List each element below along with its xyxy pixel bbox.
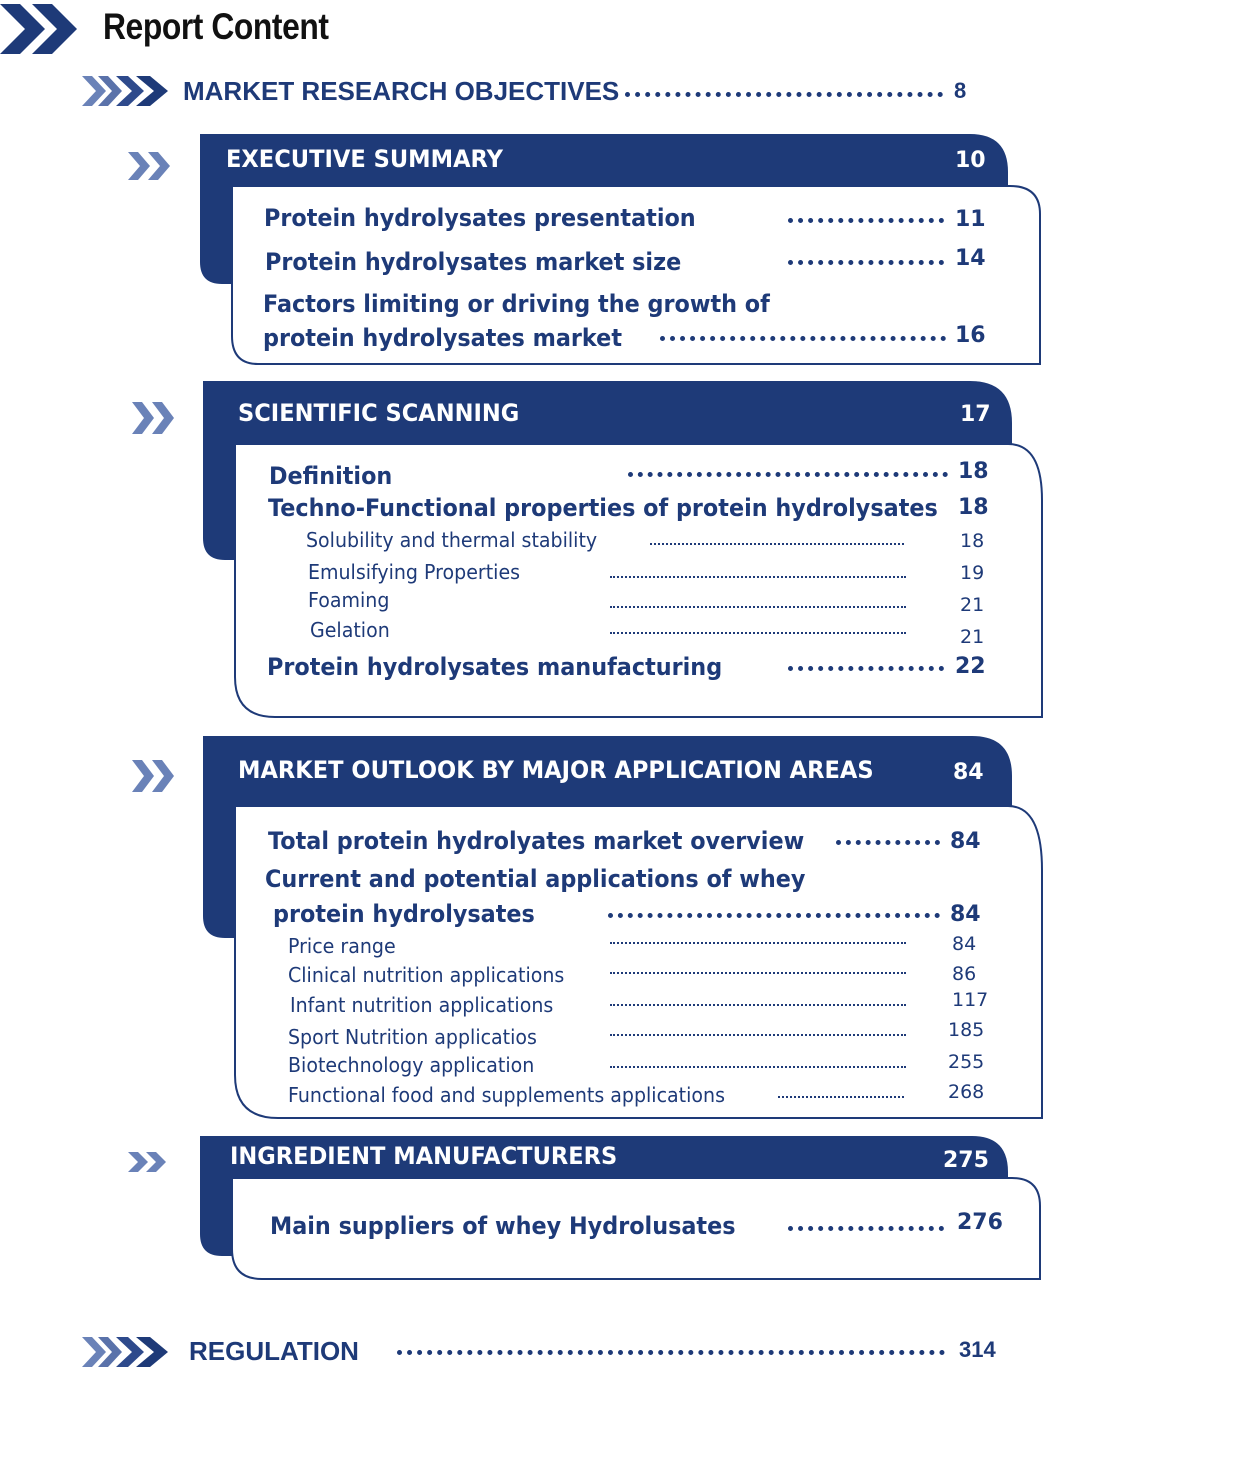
dot-leader [660,336,946,341]
dot-leader [610,1066,906,1068]
chevron-arrows-icon [82,1337,174,1367]
dot-leader [610,1034,906,1036]
toc-subentry[interactable]: Biotechnology application [288,1053,535,1077]
dot-leader [778,1096,904,1098]
toc-entry[interactable]: Protein hydrolysates manufacturing [267,653,723,681]
page-number: 19 [960,562,985,584]
dot-leader [788,218,944,223]
page-number: 14 [955,246,986,271]
page-number: 268 [948,1081,985,1103]
page-number: 18 [958,459,989,484]
page-number: 275 [943,1148,989,1173]
toc-entry[interactable]: Protein hydrolysates presentation [264,204,696,232]
toc-entry[interactable]: Main suppliers of whey Hydrolusates [270,1212,736,1240]
toc-entry-regulation[interactable]: REGULATION [189,1336,359,1366]
section-title-market-outlook[interactable]: MARKET OUTLOOK BY MAJOR APPLICATION AREAS [238,756,874,784]
toc-subentry[interactable]: Emulsifying Properties [308,560,521,584]
toc-subentry[interactable]: Infant nutrition applications [290,993,554,1017]
page-title: Report Content [103,6,329,47]
double-chevron-icon [128,1148,176,1180]
page-number: 84 [950,829,981,854]
toc-entry-line2[interactable]: protein hydrolysates market [263,324,622,352]
dot-leader [610,576,906,578]
double-chevron-icon [132,760,180,792]
page-number: 117 [952,989,989,1011]
toc-entry-market-research-objectives[interactable]: MARKET RESEARCH OBJECTIVES [183,76,620,106]
toc-entry[interactable]: Total protein hydrolyates market overview [268,827,805,855]
toc-subentry[interactable]: Gelation [310,618,390,642]
toc-entry[interactable]: Definition [269,462,393,490]
page-number: 17 [960,402,991,427]
dot-leader [788,666,944,671]
page-number: 11 [955,207,986,232]
toc-subentry[interactable]: Price range [288,934,396,958]
dot-leader [610,632,906,634]
section-title-ingredient-manufacturers[interactable]: INGREDIENT MANUFACTURERS [230,1142,618,1170]
page-number: 86 [952,963,977,985]
page-number: 84 [950,902,981,927]
dot-leader [788,260,944,265]
page-number: 314 [959,1337,996,1362]
dot-leader [397,1350,945,1355]
page-number: 255 [948,1051,985,1073]
page-number: 21 [960,594,985,616]
page-number: 18 [958,495,989,520]
toc-entry-line2[interactable]: protein hydrolysates [273,900,535,928]
page-number: 84 [952,933,977,955]
toc-subentry[interactable]: Clinical nutrition applications [288,963,565,987]
toc-subentry[interactable]: Foaming [308,588,390,612]
dot-leader [610,606,906,608]
dot-leader [610,972,906,974]
page-number: 21 [960,626,985,648]
section-title-scientific-scanning[interactable]: SCIENTIFIC SCANNING [238,399,520,427]
page-number: 16 [955,323,986,348]
toc-subentry[interactable]: Sport Nutrition applicatios [288,1025,537,1049]
dot-leader [788,1226,944,1231]
page-number: 10 [955,148,986,173]
toc-entry-line1[interactable]: Factors limiting or driving the growth of [263,290,770,318]
toc-subentry[interactable]: Functional food and supplements applications [288,1083,725,1107]
section-title-executive-summary[interactable]: EXECUTIVE SUMMARY [226,145,504,173]
toc-entry[interactable]: Techno-Functional properties of protein hydrolysates [268,494,938,522]
page-number: 22 [955,654,986,679]
dot-leader [650,543,904,545]
page-number: 276 [957,1210,1003,1235]
page-number: 84 [953,760,984,785]
page-number: 18 [960,530,985,552]
double-chevron-icon [132,402,180,434]
dot-leader [836,840,940,845]
page-number: 8 [954,78,967,103]
dot-leader [608,913,940,918]
dot-leader [628,472,948,477]
toc-entry[interactable]: Protein hydrolysates market size [265,248,682,276]
page-number: 185 [948,1019,985,1041]
dot-leader [610,1004,906,1006]
toc-subentry[interactable]: Solubility and thermal stability [306,528,598,552]
toc-entry-line1[interactable]: Current and potential applications of whey [265,865,806,893]
double-chevron-icon [128,150,176,182]
dot-leader [610,942,906,944]
